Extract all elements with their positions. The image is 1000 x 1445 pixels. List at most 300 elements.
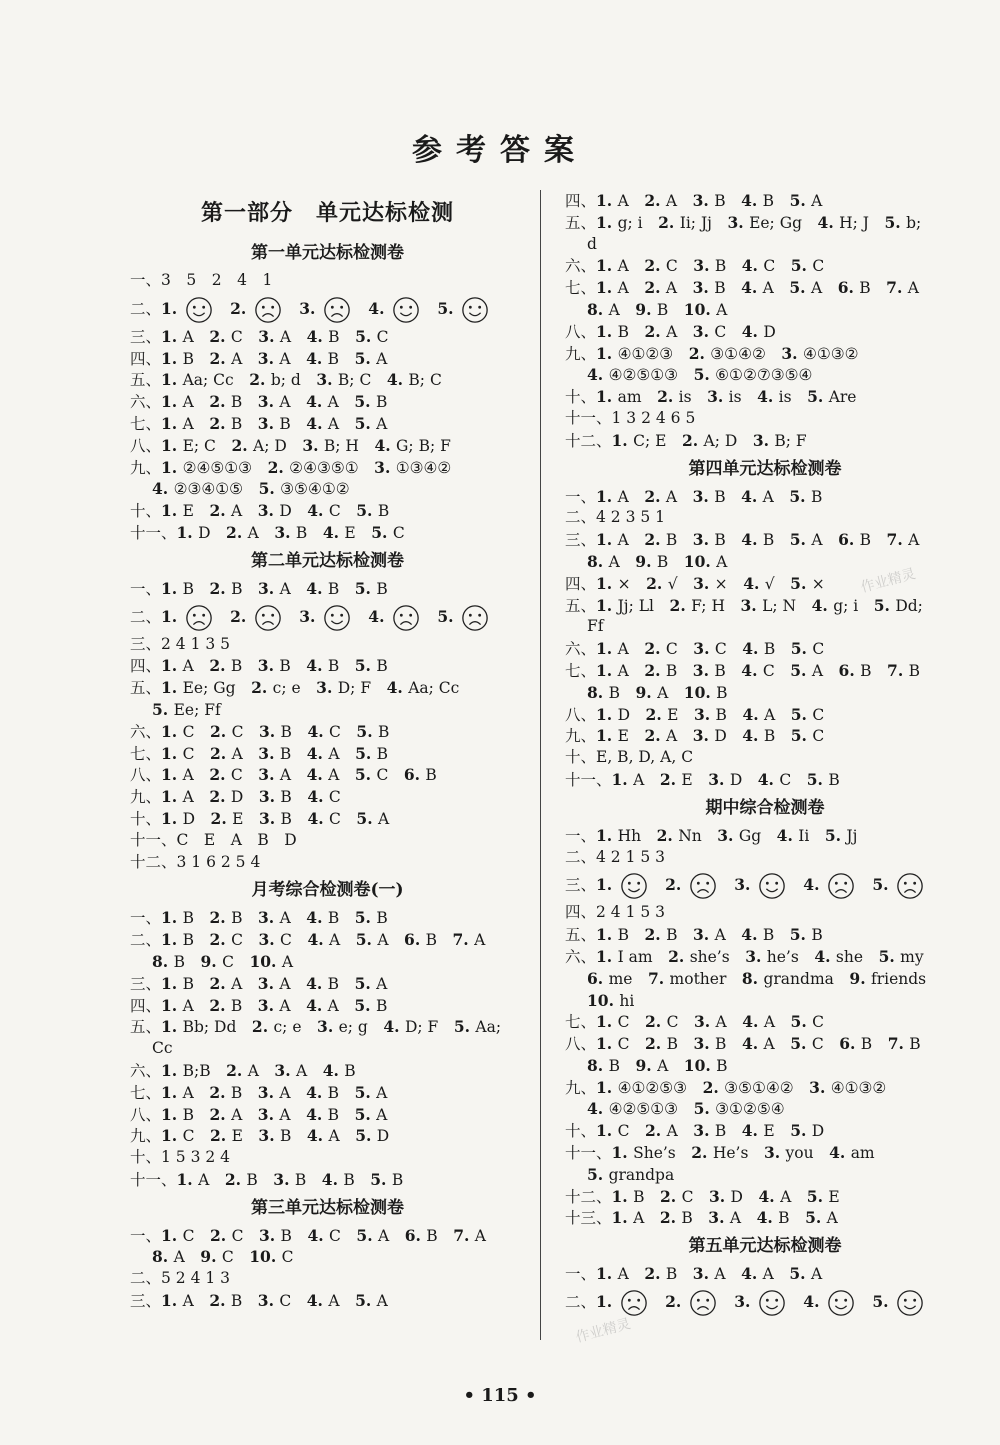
answer-text: B: [327, 1083, 340, 1102]
item-number: 4.: [322, 522, 345, 542]
answer-row: [130, 578, 525, 600]
answer-text: B: [230, 414, 243, 433]
answer-text: ②④③⑤①: [289, 458, 359, 477]
item-number: 4.: [803, 1292, 825, 1312]
answer-text: B: [173, 952, 185, 971]
answer-text: C: [763, 257, 776, 276]
question-label: 十、: [565, 748, 597, 767]
question-label: 七、: [565, 279, 597, 298]
item-number: 2.: [209, 413, 231, 433]
item-number: 4.: [306, 973, 328, 993]
item-number: 4.: [742, 639, 764, 659]
item-number: 3.: [693, 704, 716, 724]
answer-text: A; D: [703, 431, 738, 450]
answer-text: B: [343, 1170, 355, 1189]
item-number: 2.: [691, 1143, 713, 1163]
item-number: 1.: [596, 1034, 618, 1054]
item-number: 2.: [644, 1264, 666, 1284]
item-number: 3.: [693, 573, 715, 593]
item-number: 1.: [596, 1077, 618, 1097]
item-number: 3.: [708, 1186, 731, 1206]
answer-text: D; F: [404, 1018, 439, 1037]
item-number: 1.: [161, 1225, 183, 1245]
answer-text: C: [230, 327, 243, 346]
answer-text: d: [587, 234, 597, 253]
answer-text: C: [329, 722, 341, 741]
answer-text: B: [859, 279, 871, 298]
answer-text: B; C: [408, 371, 442, 390]
item-number: 5.: [789, 486, 811, 506]
question-label: 五、: [130, 371, 162, 390]
answer-text: ②④⑤①③: [182, 458, 253, 477]
answer-row: [565, 1120, 965, 1142]
answer-text: A: [231, 502, 243, 521]
item-number: 5.: [693, 365, 716, 385]
item-number: 1.: [176, 522, 199, 542]
item-number: 2.: [209, 1082, 231, 1102]
answer-text: c; e: [273, 1018, 302, 1037]
item-number: 9.: [635, 551, 657, 571]
item-number: 5.: [790, 704, 813, 724]
item-number: 10.: [683, 551, 717, 571]
answer-row: [130, 764, 525, 786]
answer-row: [565, 1186, 965, 1208]
answer-text: A: [182, 1292, 194, 1311]
item-number: 5.: [354, 973, 377, 993]
item-number: 2.: [644, 726, 667, 746]
section-heading: 第一单元达标检测卷: [251, 243, 404, 263]
answer-text: She’s: [633, 1144, 676, 1163]
answer-row: [130, 852, 525, 874]
answer-text: B: [280, 809, 292, 828]
item-number: 3.: [317, 1017, 339, 1037]
answer-row: [565, 968, 965, 990]
item-number: 1.: [161, 995, 183, 1015]
item-number: 4.: [741, 256, 764, 276]
answer-row: [565, 1011, 965, 1033]
answer-row: [130, 699, 525, 721]
answer-text: A: [279, 909, 291, 928]
item-number: 3.: [257, 348, 280, 368]
answer-text: E: [667, 705, 679, 724]
item-number: 5.: [790, 1121, 812, 1141]
item-number: 6.: [404, 930, 426, 950]
item-number: 10.: [683, 1055, 717, 1075]
answer-text: B: [230, 1292, 243, 1311]
item-number: 6.: [403, 765, 426, 785]
answer-row: [565, 638, 965, 660]
answer-row: [565, 769, 965, 791]
answer-text: A: [729, 1209, 742, 1228]
item-number: 3.: [692, 321, 715, 341]
item-number: 4.: [741, 660, 763, 680]
item-number: 2.: [267, 457, 290, 477]
answer-text: C: [665, 640, 678, 659]
answer-row: [565, 408, 965, 430]
answer-text: C: [222, 952, 234, 971]
answer-text: B: [280, 722, 292, 741]
answer-text: Ii; Jj: [679, 213, 712, 232]
answer-text: A; D: [253, 436, 287, 455]
item-number: 4.: [307, 787, 329, 807]
item-number: 2.: [209, 787, 231, 807]
answer-text: B: [617, 926, 629, 945]
question-label: 五、: [130, 679, 162, 698]
item-number: 4.: [386, 370, 409, 390]
item-number: 1.: [611, 1208, 634, 1228]
item-number: 2.: [209, 392, 231, 412]
item-number: 2.: [209, 930, 232, 950]
sad-face-icon: [689, 1289, 717, 1317]
answer-row: [565, 1164, 965, 1186]
answer-text: A: [763, 1035, 775, 1054]
section-heading: 第五单元达标检测卷: [688, 1236, 842, 1257]
answer-text: B: [279, 744, 292, 763]
question-label: 四、: [130, 657, 162, 676]
item-number: 4.: [306, 392, 328, 412]
item-number: 1.: [161, 765, 183, 785]
question-label: 一、: [565, 1265, 597, 1284]
answer-text: E, B, D, A, C: [596, 748, 694, 767]
item-number: 7.: [453, 1225, 475, 1245]
item-number: 3.: [717, 825, 739, 845]
item-number: 5.: [152, 699, 174, 719]
item-number: 1.: [596, 825, 618, 845]
answer-text: c; e: [272, 679, 301, 698]
answer-text: A: [666, 727, 678, 746]
question-label: 五、: [565, 596, 597, 615]
answer-text: ③①②⑤④: [715, 1100, 785, 1119]
item-number: 3.: [693, 1034, 716, 1054]
question-label: 四、: [565, 192, 597, 210]
answer-row: [130, 808, 525, 830]
question-label: 一、: [130, 271, 162, 289]
item-number: 2.: [702, 1077, 725, 1097]
item-number: 4.: [307, 1225, 330, 1245]
item-number: 3.: [257, 908, 280, 928]
answer-text: C: [779, 770, 792, 789]
answer-text: ①③④②: [395, 458, 452, 477]
item-number: 1.: [161, 1082, 183, 1102]
item-number: 3.: [692, 726, 715, 746]
question-label: 十一、: [565, 408, 612, 427]
item-number: 1.: [611, 1143, 634, 1163]
item-number: 1.: [161, 392, 183, 412]
item-number: 3.: [745, 946, 767, 966]
item-number: 5.: [790, 639, 813, 659]
question-label: 九、: [565, 727, 597, 746]
answer-text: A: [231, 974, 243, 993]
happy-face-icon: [896, 1289, 924, 1317]
item-number: 3.: [258, 787, 281, 807]
happy-face-icon: [758, 872, 786, 900]
question-label: 十一、: [130, 830, 177, 849]
item-number: 4.: [152, 479, 174, 499]
answer-row: [130, 1268, 525, 1290]
item-number: 3.: [693, 639, 715, 659]
item-number: 3.: [257, 973, 280, 993]
answer-text: Bb; Dd: [182, 1018, 237, 1037]
question-label: 四、: [130, 996, 162, 1015]
item-number: 2.: [209, 995, 231, 1015]
answer-row: [565, 255, 965, 277]
answer-text: Aa; Cc: [182, 371, 234, 390]
answer-text: C: [812, 727, 825, 746]
answer-text: D: [729, 770, 743, 789]
answer-text: C: [617, 1035, 630, 1054]
answer-text: B: [375, 393, 388, 412]
answer-text: B: [617, 322, 629, 341]
happy-face-icon: [827, 1289, 855, 1317]
answer-text: Jj; Ll: [617, 596, 655, 615]
question-label: 七、: [565, 661, 597, 680]
answer-text: I am: [617, 947, 653, 966]
answer-text: E: [763, 1122, 775, 1141]
item-number: 2.: [209, 1225, 232, 1245]
item-number: 2.: [645, 704, 668, 724]
item-number: 1.: [596, 387, 618, 407]
answer-text: A: [608, 300, 620, 319]
answer-text: B: [182, 909, 194, 928]
answer-row: [130, 1125, 525, 1147]
answer-row: [565, 725, 965, 747]
question-label: 三、: [565, 876, 597, 895]
answer-text: is: [728, 388, 742, 407]
item-number: 5.: [371, 522, 393, 542]
item-number: 10.: [587, 990, 620, 1010]
answer-row: [130, 973, 525, 995]
answer-text: B: [425, 931, 437, 950]
answer-row: [565, 486, 965, 508]
answer-text: C: [231, 1226, 244, 1245]
answer-text: A: [328, 766, 340, 785]
item-number: 5.: [354, 908, 377, 928]
item-number: 4.: [742, 726, 764, 746]
answer-row: [565, 660, 965, 682]
answer-text: A: [762, 487, 774, 506]
item-number: 4.: [776, 825, 799, 845]
item-number: 5.: [355, 1126, 377, 1146]
answer-text: B: [810, 487, 823, 506]
answer-text: C: [392, 523, 405, 542]
item-number: 1.: [596, 1121, 618, 1141]
answer-text: she: [835, 947, 864, 966]
item-number: 1.: [161, 457, 183, 477]
question-label: 八、: [130, 1105, 162, 1124]
answer-text: A: [281, 952, 294, 971]
answer-text: A: [716, 300, 728, 319]
item-number: 8.: [587, 1055, 609, 1075]
answer-text: A: [665, 279, 678, 298]
page-title: 参考答案: [412, 133, 588, 168]
answer-text: B: [860, 661, 872, 680]
item-number: 3.: [708, 1208, 730, 1228]
question-label: 四、: [565, 574, 597, 593]
answer-text: E; C: [182, 436, 216, 455]
item-number: 1.: [161, 413, 183, 433]
item-number: 1.: [596, 925, 618, 945]
item-number: 2.: [226, 522, 248, 542]
item-number: 1.: [176, 1169, 199, 1189]
item-number: 1.: [161, 787, 183, 807]
answer-text: C: [376, 327, 389, 346]
answer-row: [565, 946, 965, 968]
happy-face-icon: [323, 604, 351, 632]
answer-text: B: [391, 1170, 404, 1189]
item-number: 1.: [161, 1291, 183, 1311]
item-number: 2.: [644, 1121, 667, 1141]
answer-text: Ee; Gg: [182, 679, 236, 698]
item-number: 1.: [596, 875, 618, 895]
item-number: 4.: [741, 278, 763, 298]
answer-text: Cc: [152, 1039, 173, 1058]
answer-text: A: [714, 1265, 726, 1284]
answer-text: she’s: [689, 947, 730, 966]
item-number: 3.: [257, 1291, 280, 1311]
answer-text: A: [377, 1226, 390, 1245]
answer-row: [130, 600, 525, 634]
item-number: 6.: [839, 1034, 861, 1054]
answer-text: C: [811, 1035, 824, 1054]
item-number: 1.: [161, 908, 183, 928]
answer-text: D: [811, 1122, 825, 1141]
answer-row: [130, 500, 525, 522]
item-number: 5.: [354, 1082, 377, 1102]
answer-text: C: [328, 502, 341, 521]
answer-row: [565, 704, 965, 726]
item-number: 2.: [660, 1186, 682, 1206]
answer-text: A: [617, 257, 629, 276]
answer-row: [130, 435, 525, 457]
answer-text: A: [327, 393, 339, 412]
answer-text: A: [764, 705, 776, 724]
answer-text: A: [474, 1226, 486, 1245]
section-heading: 第二单元达标检测卷: [251, 550, 404, 571]
answer-text: e; g: [338, 1018, 368, 1037]
sad-face-icon: [689, 872, 717, 900]
item-number: 5.: [790, 256, 813, 276]
answer-text: B: [327, 974, 340, 993]
answer-text: Gg: [738, 826, 762, 845]
answer-text: C: [617, 1122, 630, 1141]
answer-text: A: [617, 487, 629, 506]
item-number: 2.: [657, 387, 679, 407]
sad-face-icon: [185, 604, 213, 632]
answer-text: 2 4 1 5 3: [596, 903, 666, 922]
answer-text: B: [327, 579, 340, 598]
answer-text: C: [231, 722, 244, 741]
answer-row: [130, 929, 525, 951]
question-label: 二、: [565, 1293, 597, 1312]
item-number: 5.: [354, 656, 377, 676]
answer-text: C: [281, 1248, 294, 1267]
answer-text: B: [714, 192, 726, 210]
answer-text: B: [656, 300, 669, 319]
question-label: 五、: [130, 1018, 162, 1037]
question-label: 二、: [565, 847, 597, 866]
question-label: 十二、: [565, 1187, 612, 1206]
item-number: 5.: [878, 946, 901, 966]
answer-row: [130, 786, 525, 808]
answer-text: C: [681, 1187, 694, 1206]
answer-text: A: [231, 349, 243, 368]
item-number: 5.: [806, 769, 829, 789]
item-number: 2.: [659, 769, 682, 789]
answer-text: 1 3 2 4 6 5: [611, 408, 696, 427]
item-number: 2.: [231, 435, 254, 455]
answer-text: He’s: [712, 1144, 749, 1163]
item-number: 5.: [354, 995, 376, 1015]
answer-row: [130, 1016, 525, 1038]
item-number: 2.: [644, 191, 666, 210]
answer-row: [565, 1055, 965, 1077]
question-label: 三、: [130, 974, 162, 993]
answer-text: he’s: [766, 947, 799, 966]
item-number: 5.: [789, 191, 812, 210]
answer-text: A: [376, 1083, 388, 1102]
answer-text: b; d: [270, 371, 301, 390]
item-number: 4.: [306, 348, 328, 368]
item-number: 2.: [209, 743, 232, 763]
question-label: 二、: [565, 508, 597, 527]
item-number: 2.: [646, 573, 668, 593]
question-label: 六、: [565, 947, 597, 966]
answer-row: [565, 190, 965, 212]
answer-text: B: [295, 523, 308, 542]
answer-row: [130, 413, 525, 435]
answer-text: A: [377, 931, 389, 950]
item-number: 1.: [161, 326, 183, 346]
item-number: 5.: [355, 326, 377, 346]
item-number: 2.: [644, 1034, 667, 1054]
item-number: 3.: [727, 212, 750, 232]
answer-text: A: [296, 1061, 308, 1080]
item-number: 3.: [274, 1060, 296, 1080]
answer-text: ④①②③: [617, 344, 674, 363]
item-number: 4.: [306, 743, 329, 763]
item-number: 3.: [781, 343, 803, 363]
answer-text: D: [230, 788, 244, 807]
answer-text: A: [182, 393, 194, 412]
answer-text: C: [280, 931, 292, 950]
answer-row: [565, 924, 965, 946]
item-number: 3.: [258, 721, 281, 741]
answer-text: me: [608, 969, 633, 988]
item-number: 4.: [306, 656, 328, 676]
answer-text: ③⑤①④②: [724, 1078, 794, 1097]
item-number: 1.: [161, 721, 183, 741]
answer-text: B: [714, 257, 727, 276]
answer-row: [130, 457, 525, 479]
item-number: 3.: [734, 1292, 756, 1312]
answer-row: [130, 634, 525, 656]
answer-text: B: [714, 487, 726, 506]
item-number: 3.: [299, 606, 321, 626]
item-number: 4.: [368, 606, 390, 626]
item-number: 2.: [688, 343, 711, 363]
answer-text: √: [667, 574, 678, 593]
item-number: 4.: [803, 875, 825, 895]
answer-row: [130, 995, 525, 1017]
item-number: 2.: [209, 326, 231, 346]
answer-text: A: [279, 327, 292, 346]
item-number: 1.: [161, 1126, 183, 1146]
item-number: 5.: [354, 413, 377, 433]
answer-text: B: [714, 531, 726, 550]
answer-text: B: [231, 579, 243, 598]
item-number: 2.: [644, 530, 666, 550]
item-number: 9.: [635, 1055, 658, 1075]
